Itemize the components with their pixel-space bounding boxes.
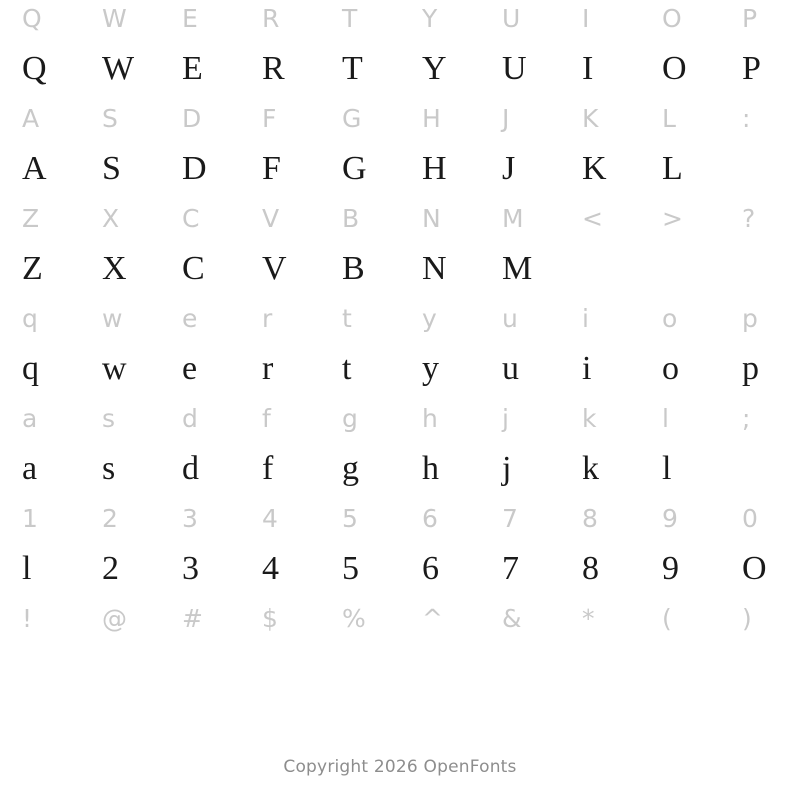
glyph — [422, 638, 502, 700]
glyph: l — [662, 450, 672, 487]
key-label-row — [0, 0, 800, 38]
key-label: 9 — [662, 504, 678, 533]
key-label-row — [0, 400, 800, 438]
glyph: 9 — [662, 550, 679, 587]
key-label: l — [662, 404, 669, 433]
key-label-row — [0, 300, 800, 338]
glyph: o — [662, 350, 679, 387]
key-label: u — [502, 304, 518, 333]
key-label: y — [422, 304, 437, 333]
key-label: I — [582, 4, 590, 33]
glyph: 2 — [102, 550, 119, 587]
glyph — [502, 638, 582, 700]
key-label: # — [182, 604, 203, 633]
key-label: ? — [742, 204, 756, 233]
key-label: g — [342, 404, 358, 433]
glyph: s — [102, 450, 116, 487]
glyph: y — [422, 350, 439, 387]
key-label: P — [742, 4, 758, 33]
glyph: D — [182, 150, 207, 187]
glyph — [582, 238, 662, 300]
key-label: 1 — [22, 504, 38, 533]
glyph: 5 — [342, 550, 359, 587]
key-label: O — [662, 4, 682, 33]
glyph: p — [742, 350, 759, 387]
glyph: a — [22, 450, 38, 487]
glyph: t — [342, 350, 352, 387]
key-label: N — [422, 204, 441, 233]
glyph — [342, 638, 422, 700]
key-label: @ — [102, 604, 127, 633]
glyph: 7 — [502, 550, 519, 587]
key-label: X — [102, 204, 120, 233]
glyph: E — [182, 50, 203, 87]
glyph: N — [422, 250, 447, 287]
key-label: J — [502, 104, 510, 133]
key-label: Z — [22, 204, 40, 233]
key-label: 0 — [742, 504, 758, 533]
key-label: E — [182, 4, 198, 33]
key-label: t — [342, 304, 352, 333]
glyph: e — [182, 350, 198, 387]
glyph-row — [0, 638, 800, 700]
glyph-row-group — [0, 0, 800, 100]
key-label: & — [502, 604, 522, 633]
key-label: ) — [742, 604, 752, 633]
key-label-row — [0, 600, 800, 638]
key-label: ( — [662, 604, 672, 633]
key-label: 6 — [422, 504, 438, 533]
key-label: a — [22, 404, 38, 433]
key-label-row — [0, 200, 800, 238]
glyph — [22, 638, 102, 700]
glyph-row — [0, 138, 800, 200]
key-label: F — [262, 104, 277, 133]
glyph: Y — [422, 50, 447, 87]
key-label: 8 — [582, 504, 598, 533]
key-label: s — [102, 404, 116, 433]
key-label: r — [262, 304, 273, 333]
glyph: j — [502, 450, 512, 487]
glyph: W — [102, 50, 135, 87]
key-label: 7 — [502, 504, 518, 533]
glyph-row — [0, 338, 800, 400]
glyph: T — [342, 50, 363, 87]
key-label: L — [662, 104, 676, 133]
key-label: h — [422, 404, 438, 433]
glyph: C — [182, 250, 205, 287]
key-label: V — [262, 204, 280, 233]
key-label: G — [342, 104, 362, 133]
key-label: ^ — [422, 604, 443, 633]
glyph — [742, 638, 800, 700]
key-label: 5 — [342, 504, 358, 533]
key-label: p — [742, 304, 758, 333]
glyph: G — [342, 150, 367, 187]
glyph: U — [502, 50, 527, 87]
key-label: e — [182, 304, 198, 333]
key-label: U — [502, 4, 521, 33]
key-label: C — [182, 204, 200, 233]
glyph: R — [262, 50, 285, 87]
key-label: q — [22, 304, 38, 333]
glyph: i — [582, 350, 592, 387]
glyph: P — [742, 50, 761, 87]
glyph-row — [0, 38, 800, 100]
key-label: o — [662, 304, 678, 333]
glyph: J — [502, 150, 516, 187]
glyph: I — [582, 50, 594, 87]
glyph: 4 — [262, 550, 279, 587]
glyph: K — [582, 150, 607, 187]
glyph — [742, 238, 800, 300]
glyph: A — [22, 150, 47, 187]
glyph: Q — [22, 50, 47, 87]
glyph: Z — [22, 250, 43, 287]
glyph: H — [422, 150, 447, 187]
glyph — [662, 238, 742, 300]
glyph: w — [102, 350, 127, 387]
key-label: B — [342, 204, 360, 233]
key-label: Y — [422, 4, 438, 33]
key-label: $ — [262, 604, 278, 633]
key-label: j — [502, 404, 509, 433]
key-label: % — [342, 604, 366, 633]
glyph: g — [342, 450, 359, 487]
glyph — [262, 638, 342, 700]
glyph — [582, 638, 662, 700]
glyph: O — [662, 50, 687, 87]
footer — [0, 757, 800, 777]
glyph: q — [22, 350, 39, 387]
key-label: 4 — [262, 504, 278, 533]
glyph-row — [0, 438, 800, 500]
key-label: * — [582, 604, 595, 633]
glyph: h — [422, 450, 439, 487]
glyph-row — [0, 538, 800, 600]
key-label: < — [582, 204, 603, 233]
glyph: V — [262, 250, 287, 287]
glyph: B — [342, 250, 365, 287]
key-label: S — [102, 104, 118, 133]
glyph: O — [742, 550, 767, 587]
glyph — [742, 438, 800, 500]
key-label: i — [582, 304, 589, 333]
glyph-row-group — [0, 400, 800, 500]
glyph: 3 — [182, 550, 199, 587]
glyph: X — [102, 250, 127, 287]
copyright-notice: Copyright 2026 OpenFonts — [283, 757, 517, 777]
key-label: ; — [742, 404, 751, 433]
glyph: f — [262, 450, 274, 487]
glyph — [102, 638, 182, 700]
glyph-row-group — [0, 500, 800, 600]
key-label: : — [742, 104, 751, 133]
glyph-row-group — [0, 100, 800, 200]
key-label: K — [582, 104, 599, 133]
key-label: W — [102, 4, 127, 33]
glyph: M — [502, 250, 533, 287]
key-label: M — [502, 204, 524, 233]
key-label: 3 — [182, 504, 198, 533]
key-label: H — [422, 104, 441, 133]
glyph: F — [262, 150, 281, 187]
glyph: u — [502, 350, 519, 387]
glyph — [662, 638, 742, 700]
key-label: ! — [22, 604, 33, 633]
key-label-row — [0, 100, 800, 138]
glyph-row-group — [0, 200, 800, 300]
glyph: S — [102, 150, 121, 187]
glyph — [182, 638, 262, 700]
glyph-row-group — [0, 600, 800, 700]
glyph-row — [0, 238, 800, 300]
glyph-row-group — [0, 300, 800, 400]
key-label: d — [182, 404, 198, 433]
key-label: T — [342, 4, 358, 33]
glyph: L — [662, 150, 683, 187]
glyph: r — [262, 350, 274, 387]
key-label: f — [262, 404, 271, 433]
key-label: R — [262, 4, 280, 33]
glyph: k — [582, 450, 599, 487]
key-label: > — [662, 204, 683, 233]
glyph: d — [182, 450, 199, 487]
glyph: 8 — [582, 550, 599, 587]
key-label: 2 — [102, 504, 118, 533]
key-label: D — [182, 104, 202, 133]
key-label: Q — [22, 4, 42, 33]
glyph — [742, 138, 800, 200]
key-label: w — [102, 304, 123, 333]
key-label-row — [0, 500, 800, 538]
key-label: A — [22, 104, 40, 133]
key-label: k — [582, 404, 597, 433]
glyph: 6 — [422, 550, 439, 587]
glyph: l — [22, 550, 32, 587]
